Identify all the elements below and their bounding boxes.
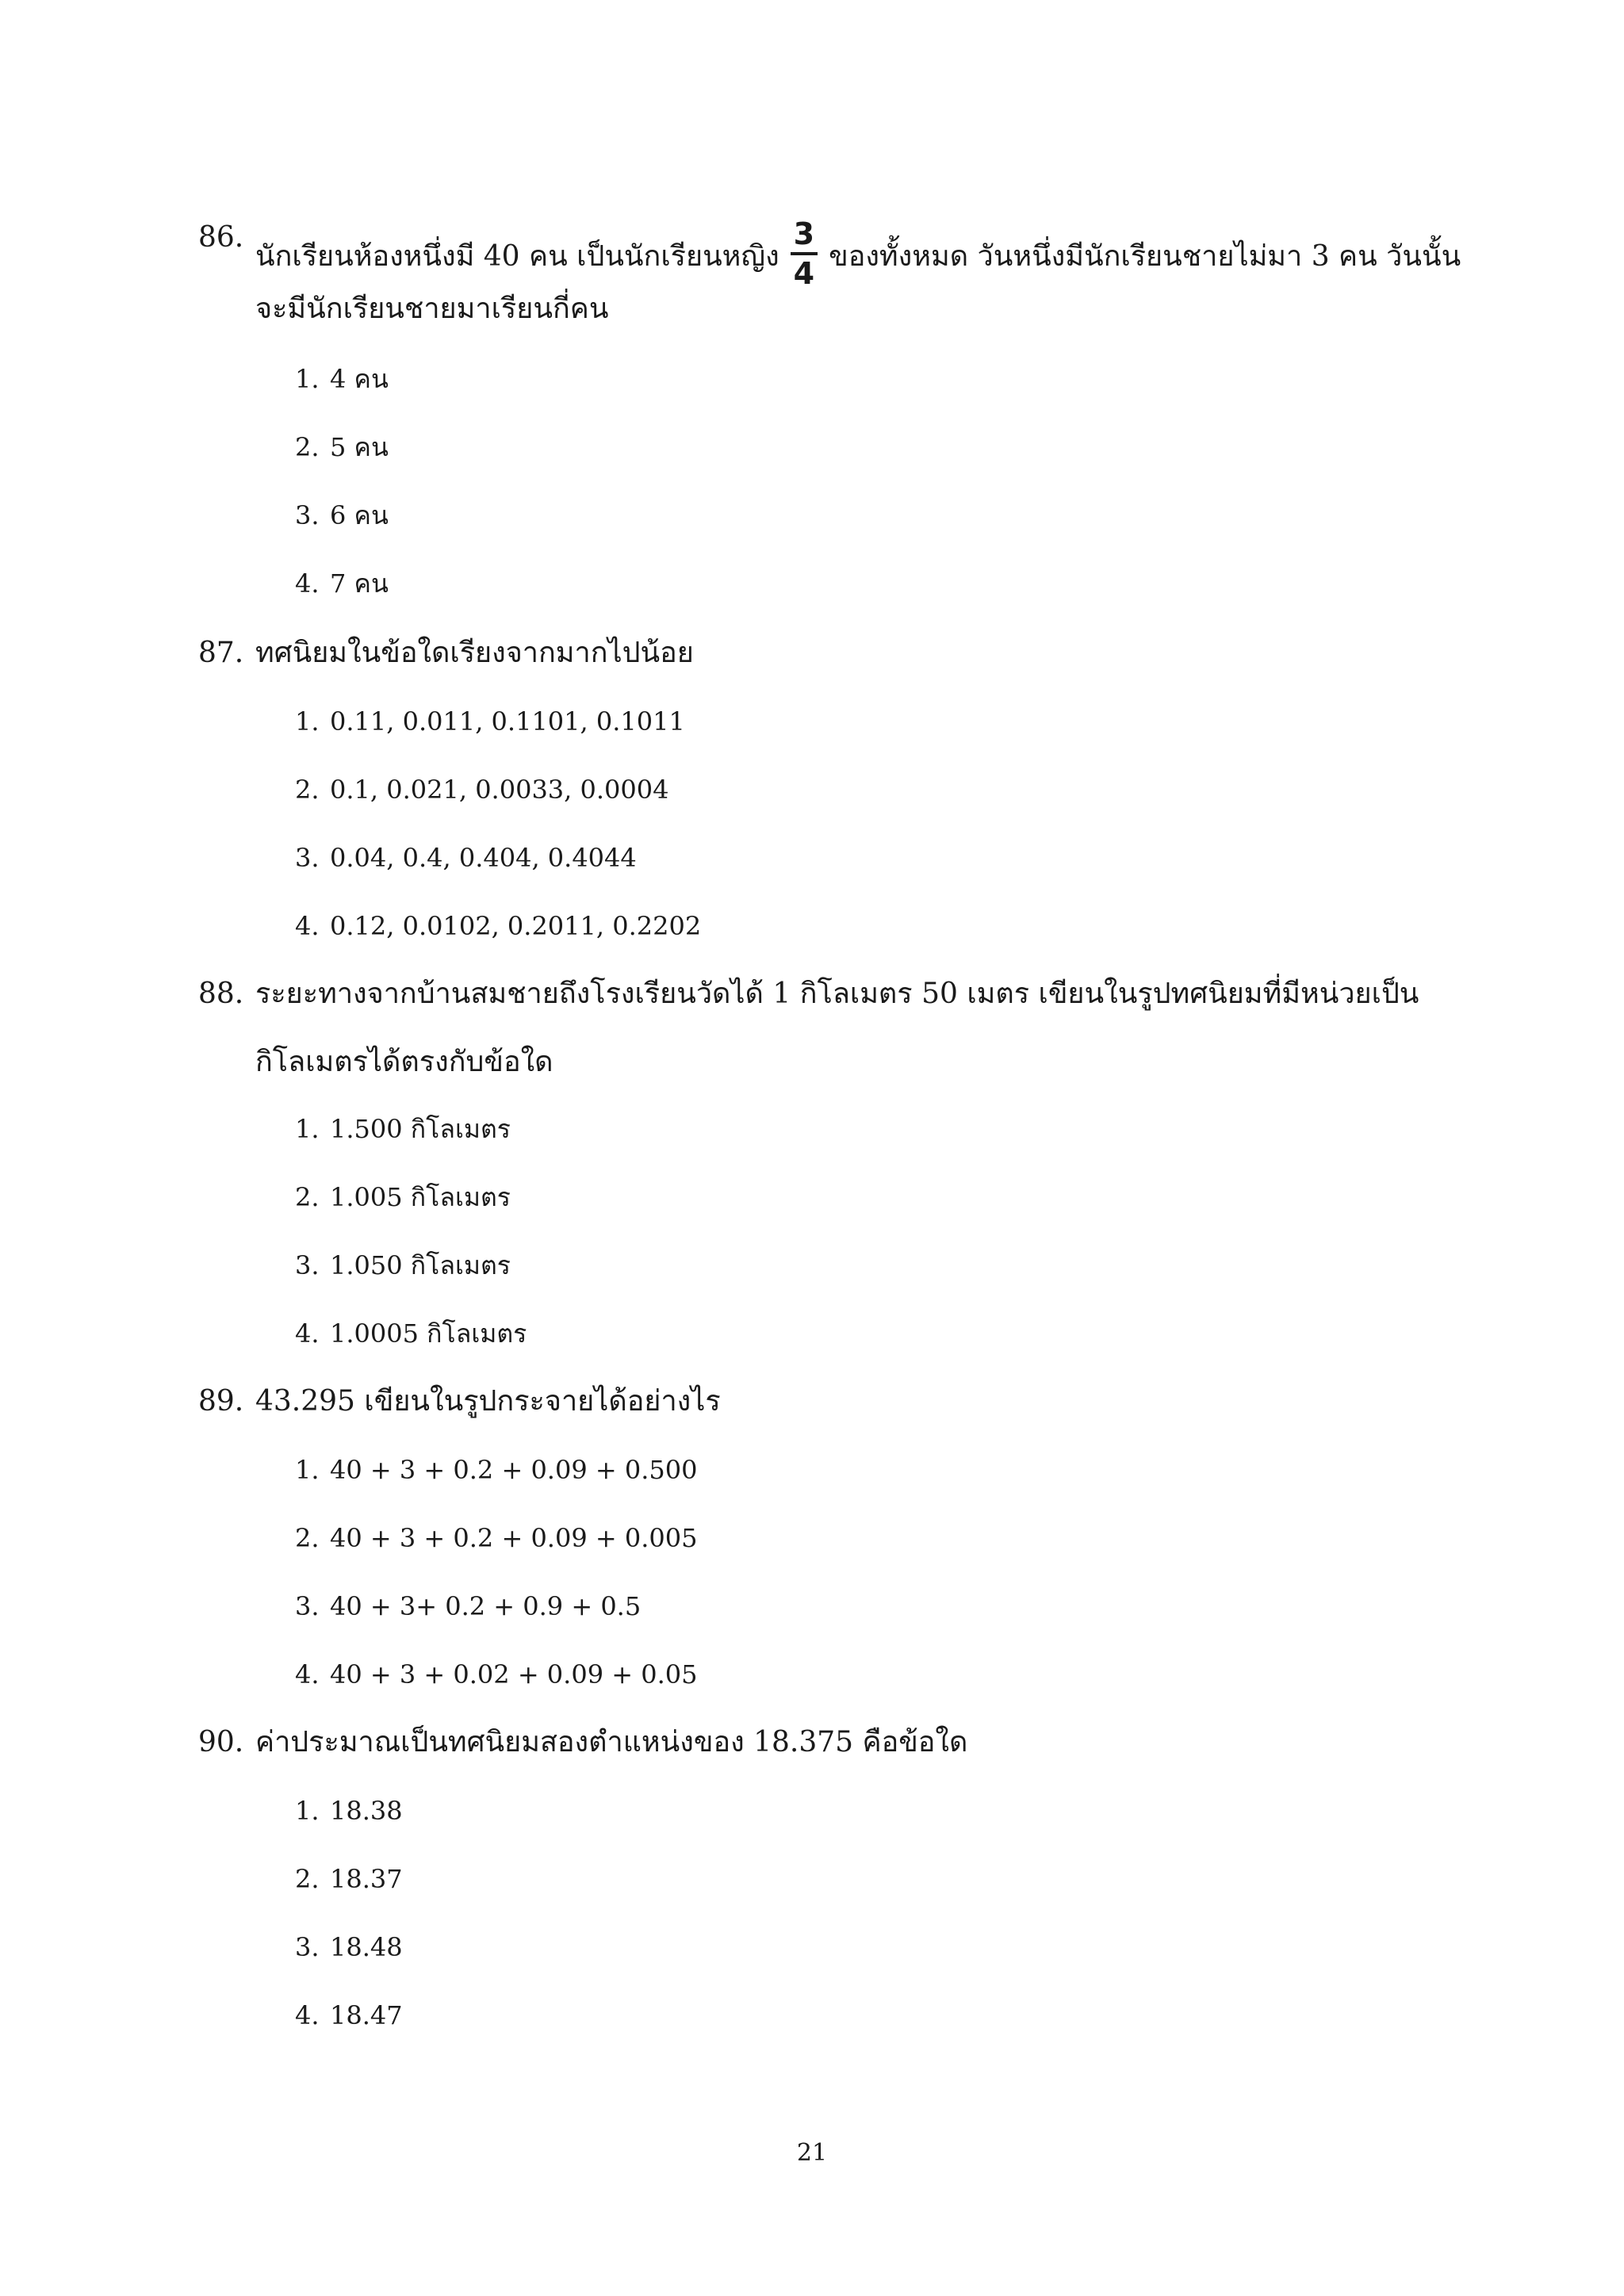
option-number: 3. [295, 1591, 320, 1621]
option-88-1[interactable] [295, 1116, 511, 1142]
option-text: 40 + 3 + 0.02 + 0.09 + 0.05 [330, 1659, 698, 1689]
question-text: ระยะทางจากบ้านสมชายถึงโรงเรียนวัดได้ 1 กิโลเมตร 50 เมตร เขียนในรูปทศนิยมที่มีหน่วยเป็น [255, 978, 1419, 1010]
option-87-2[interactable] [295, 775, 669, 805]
option-86-1[interactable] [295, 366, 389, 392]
question-text-continued: กิโลเมตรได้ตรงกับข้อใด [255, 1046, 553, 1078]
option-number: 1. [295, 1455, 320, 1485]
option-number: 1. [295, 364, 320, 394]
question-number: 87. [198, 637, 244, 669]
page-number: 21 [796, 2139, 828, 2167]
option-number: 1. [295, 1114, 320, 1144]
option-text: 0.11, 0.011, 0.1101, 0.1011 [330, 706, 685, 737]
fraction [791, 216, 818, 291]
option-number: 4. [295, 568, 320, 599]
option-number: 4. [295, 1318, 320, 1349]
option-89-3[interactable] [295, 1591, 642, 1621]
option-number: 2. [295, 432, 320, 462]
option-text: 4 คน [330, 364, 389, 394]
option-text: 1.050 กิโลเมตร [330, 1250, 511, 1280]
option-number: 2. [295, 1182, 320, 1212]
option-text: 1.005 กิโลเมตร [330, 1182, 511, 1212]
option-text: 18.37 [330, 1864, 403, 1894]
option-text: 0.04, 0.4, 0.404, 0.4044 [330, 843, 637, 873]
question-text-after-fraction: ของทั้งหมด วันหนึ่งมีนักเรียนชายไม่มา 3 คน วันนั้น [829, 240, 1461, 273]
option-number: 1. [295, 1796, 320, 1826]
option-86-2[interactable] [295, 434, 389, 460]
question-number: 90. [198, 1726, 244, 1758]
option-text: 7 คน [330, 568, 389, 599]
option-text: 1.0005 กิโลเมตร [330, 1318, 527, 1349]
option-text: 1.500 กิโลเมตร [330, 1114, 511, 1144]
option-90-1[interactable] [295, 1796, 403, 1826]
option-number: 4. [295, 1659, 320, 1689]
option-89-4[interactable] [295, 1659, 698, 1689]
option-text: 40 + 3 + 0.2 + 0.09 + 0.500 [330, 1455, 698, 1485]
option-88-4[interactable] [295, 1318, 527, 1349]
option-number: 4. [295, 911, 320, 941]
option-number: 2. [295, 1523, 320, 1553]
option-text: 0.1, 0.021, 0.0033, 0.0004 [330, 775, 669, 805]
question-text: 43.295 เขียนในรูปกระจายได้อย่างไร [255, 1385, 721, 1418]
option-number: 2. [295, 1864, 320, 1894]
option-text: 5 คน [330, 432, 389, 462]
option-90-4[interactable] [295, 2000, 403, 2030]
option-text: 18.38 [330, 1796, 403, 1826]
fraction-denominator: 4 [793, 256, 815, 291]
question-text: ทศนิยมในข้อใดเรียงจากมากไปน้อย [255, 637, 694, 669]
option-text: 40 + 3+ 0.2 + 0.9 + 0.5 [330, 1591, 642, 1621]
question-text-continued: จะมีนักเรียนชายมาเรียนกี่คน [255, 293, 609, 325]
option-number: 3. [295, 1932, 320, 1962]
question-text-before-fraction: นักเรียนห้องหนึ่งมี 40 คน เป็นนักเรียนหญิง [255, 240, 779, 273]
option-text: 18.47 [330, 2000, 403, 2030]
question-text [255, 216, 1461, 293]
option-text: 0.12, 0.0102, 0.2011, 0.2202 [330, 911, 702, 941]
option-text: 6 คน [330, 500, 389, 530]
option-text: 18.48 [330, 1932, 403, 1962]
option-number: 4. [295, 2000, 320, 2030]
option-number: 2. [295, 775, 320, 805]
option-86-3[interactable] [295, 500, 389, 530]
option-87-4[interactable] [295, 913, 701, 939]
option-number: 1. [295, 706, 320, 737]
option-number: 3. [295, 1250, 320, 1280]
question-number: 89. [198, 1385, 244, 1418]
question-text: ค่าประมาณเป็นทศนิยมสองตำแหน่งของ 18.375 คือข้อใด [255, 1726, 968, 1758]
option-87-1[interactable] [295, 706, 685, 737]
option-87-3[interactable] [295, 845, 637, 871]
option-89-1[interactable] [295, 1457, 697, 1483]
option-88-2[interactable] [295, 1184, 511, 1210]
option-90-2[interactable] [295, 1866, 403, 1892]
option-number: 3. [295, 500, 320, 530]
option-number: 3. [295, 843, 320, 873]
option-86-4[interactable] [295, 568, 389, 599]
option-90-3[interactable] [295, 1934, 403, 1960]
option-89-2[interactable] [295, 1525, 697, 1551]
question-number: 86. [198, 221, 244, 254]
option-88-3[interactable] [295, 1250, 511, 1280]
option-text: 40 + 3 + 0.2 + 0.09 + 0.005 [330, 1523, 698, 1553]
question-number: 88. [198, 978, 244, 1010]
fraction-numerator: 3 [791, 219, 818, 255]
